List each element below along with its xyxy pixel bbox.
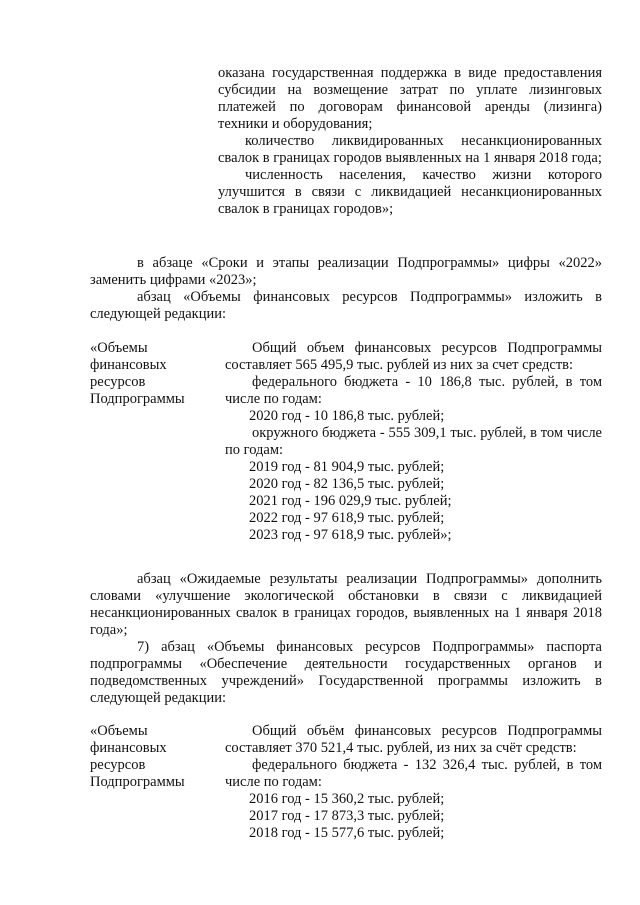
year-line: 2020 год - 82 136,5 тыс. рублей;	[249, 476, 445, 492]
label-line: финансовых	[90, 357, 167, 373]
total-amount: Общий объём финансовых ресурсов Подпрограммы составляет 370 521,4 тыс. рублей, из них за счёт средств:	[225, 723, 602, 756]
label-line: ресурсов	[90, 374, 146, 390]
paragraph: абзац «Объемы финансовых ресурсов Подпрограммы» изложить в следующей редакции:	[90, 289, 602, 322]
table-value-column	[225, 723, 602, 842]
label-line: Подпрограммы	[90, 774, 185, 790]
total-amount: Общий объем финансовых ресурсов Подпрограммы составляет 565 495,9 тыс. рублей из них за счет средств:	[225, 340, 602, 373]
paragraph: 7) абзац «Объемы финансовых ресурсов Подпрограммы» паспорта подпрограммы «Обеспечение деятельности государственных органов и подведомственных учреждений» Государственной программы изложить в следующей редакции:	[90, 639, 602, 706]
federal-budget: федерального бюджета - 10 186,8 тыс. рублей, в том числе по годам:	[225, 374, 602, 407]
year-line: 2018 год - 15 577,6 тыс. рублей;	[249, 825, 445, 841]
year-line: 2022 год - 97 618,9 тыс. рублей;	[249, 510, 445, 526]
top-text-block	[218, 65, 602, 218]
label-line: «Объемы	[90, 723, 148, 739]
year-line: 2020 год - 10 186,8 тыс. рублей;	[249, 408, 445, 424]
body-text-block-2	[90, 571, 602, 707]
paragraph: оказана государственная поддержка в виде предоставления субсидии на возмещение затрат по уплате лизинговых платежей по договорам финансовой аренды (лизинга) техники и оборудования;	[218, 65, 602, 132]
table-label-column	[90, 723, 225, 842]
district-budget: окружного бюджета - 555 309,1 тыс. рублей, в том числе по годам:	[225, 425, 602, 458]
year-line: 2019 год - 81 904,9 тыс. рублей;	[249, 459, 445, 475]
paragraph: количество ликвидированных несанкционированных свалок в границах городов выявленных на 1 января 2018 года;	[218, 133, 602, 166]
paragraph: в абзаце «Сроки и этапы реализации Подпрограммы» цифры «2022» заменить цифрами «2023»;	[90, 255, 602, 288]
paragraph: абзац «Ожидаемые результаты реализации Подпрограммы» дополнить словами «улучшение экологической обстановки в связи с ликвидацией несанкционированных свалок в границах городов, выявленных на 1 января 2018 года»;	[90, 571, 602, 638]
year-line: 2023 год - 97 618,9 тыс. рублей»;	[249, 527, 452, 543]
body-text-block-1	[90, 255, 602, 323]
table-label-column	[90, 340, 225, 544]
label-line: «Объемы	[90, 340, 148, 356]
label-line: ресурсов	[90, 757, 146, 773]
federal-budget: федерального бюджета - 132 326,4 тыс. рублей, в том числе по годам:	[225, 757, 602, 790]
paragraph: численность населения, качество жизни которого улучшится в связи с ликвидацией несанкционированных свалок в границах городов»;	[218, 167, 602, 217]
year-line: 2016 год - 15 360,2 тыс. рублей;	[249, 791, 445, 807]
label-line: Подпрограммы	[90, 391, 185, 407]
label-line: финансовых	[90, 740, 167, 756]
year-line: 2017 год - 17 873,3 тыс. рублей;	[249, 808, 445, 824]
financing-table-1	[90, 340, 602, 544]
table-value-column	[225, 340, 602, 544]
year-line: 2021 год - 196 029,9 тыс. рублей;	[249, 493, 452, 509]
financing-table-2	[90, 723, 602, 842]
